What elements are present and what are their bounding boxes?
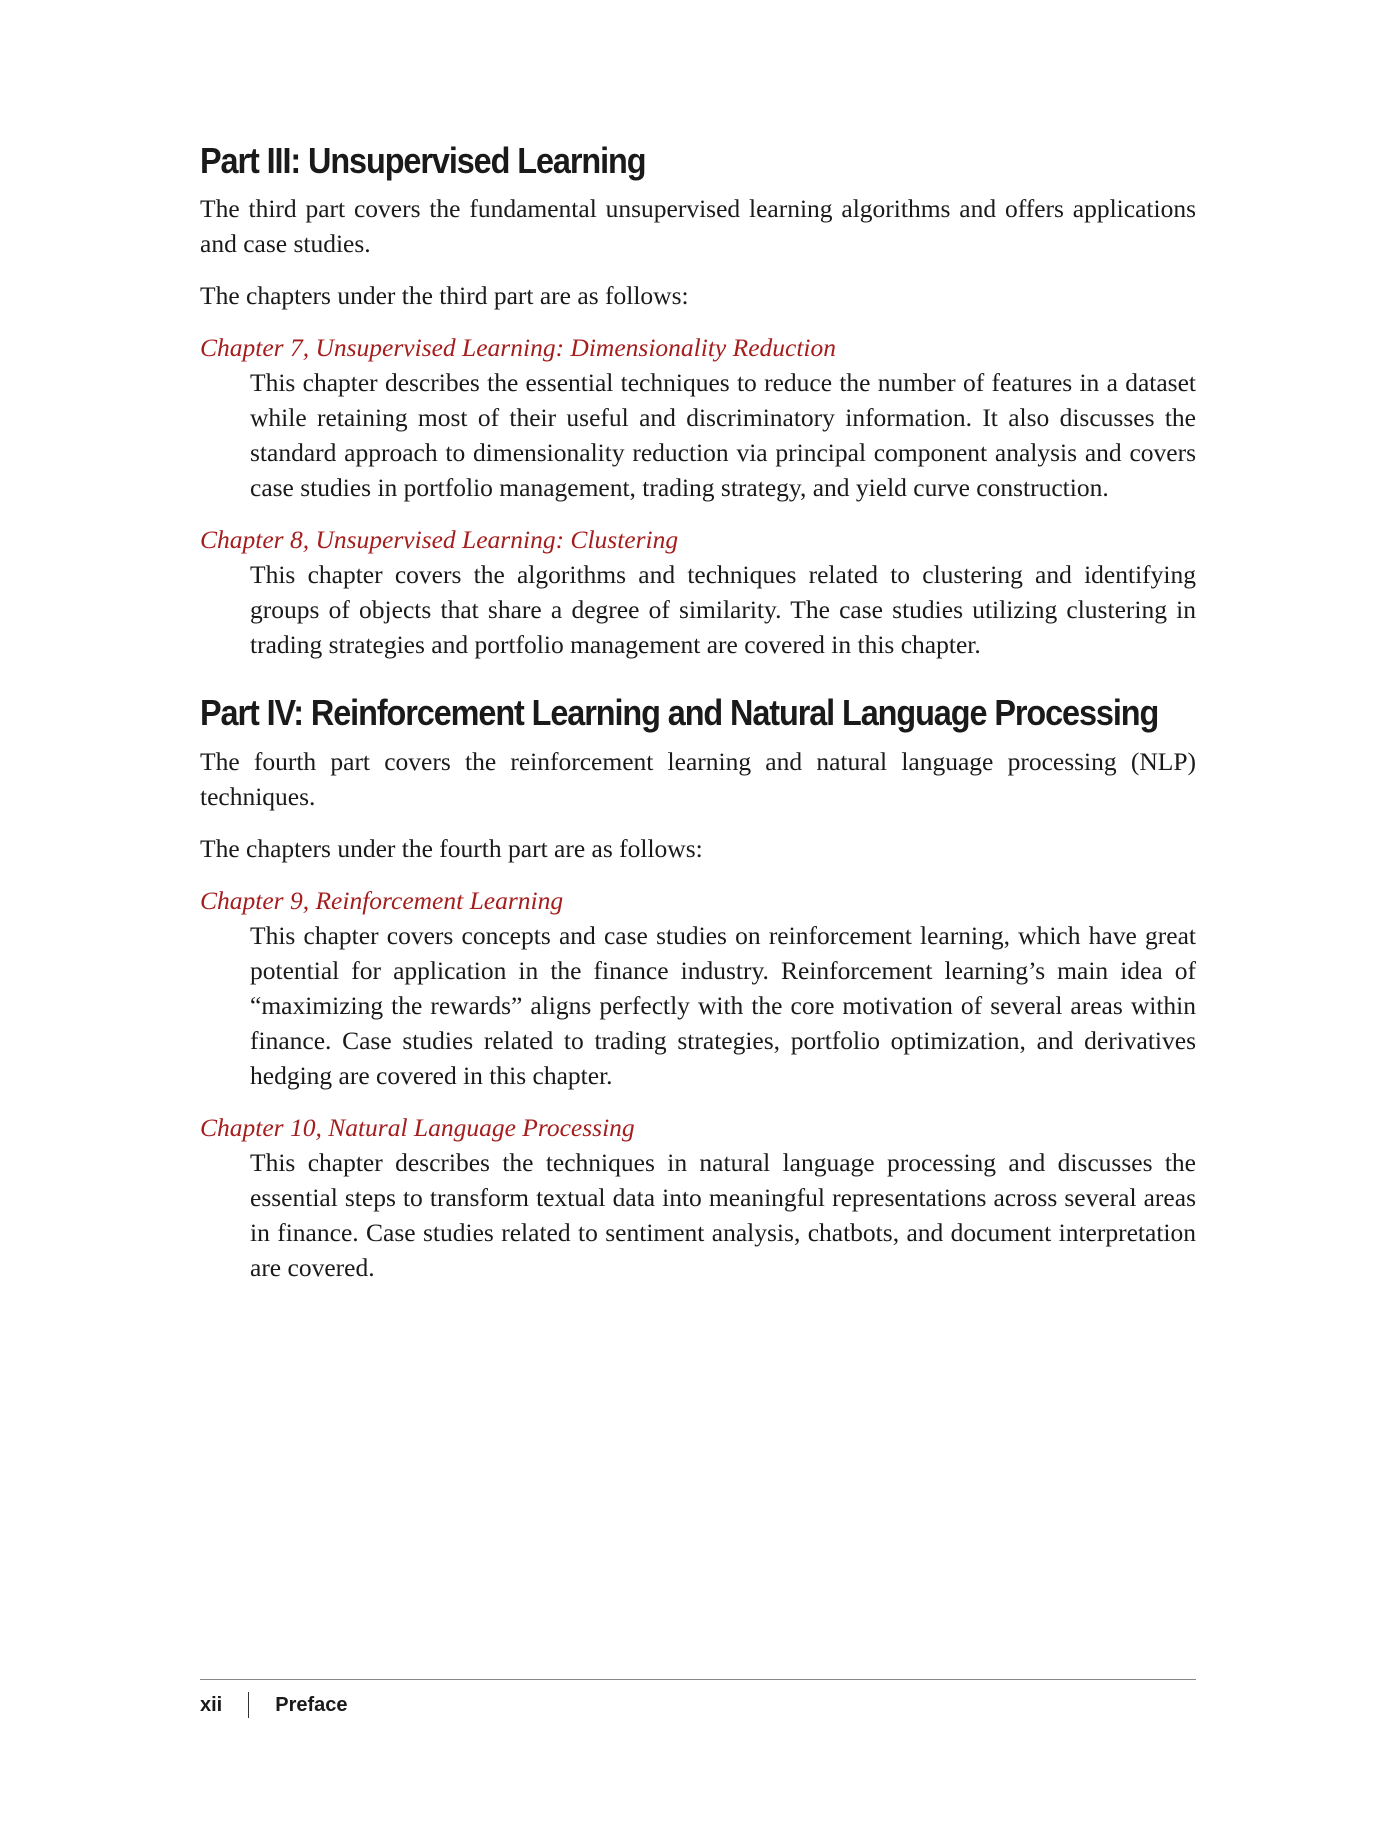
chapter-list-part-iii xyxy=(200,330,1196,662)
chapter-7-link[interactable]: Chapter 7, Unsupervised Learning: Dimensionality Reduction xyxy=(200,333,837,363)
part-iv-heading: Part IV: Reinforcement Learning and Natural Language Processing xyxy=(200,692,1159,734)
page-content xyxy=(200,140,1196,1302)
part-iii-list-intro: The chapters under the third part are as follows: xyxy=(200,281,689,311)
footer-section-title: Preface xyxy=(275,1693,348,1716)
chapter-list-part-iv xyxy=(200,883,1196,1285)
part-iv-section xyxy=(200,692,1196,1284)
part-iv-intro: The fourth part covers the reinforcement learning and natural language processing (NLP) techniques. xyxy=(200,746,1196,811)
page-footer xyxy=(200,1679,1196,1718)
chapter-9-link[interactable]: Chapter 9, Reinforcement Learning xyxy=(200,885,564,915)
part-iii-intro: The third part covers the fundamental unsupervised learning algorithms and offers applications and case studies. xyxy=(200,194,1196,259)
part-iii-heading: Part III: Unsupervised Learning xyxy=(200,140,646,181)
footer-separator xyxy=(248,1692,249,1718)
part-iv-list-intro: The chapters under the fourth part are as follows: xyxy=(200,833,703,863)
chapter-8-link[interactable]: Chapter 8, Unsupervised Learning: Clustering xyxy=(200,525,679,555)
chapter-9-description: This chapter covers concepts and case studies on reinforcement learning, which have great potential for application in the finance industry. Reinforcement learning’s main idea of “maximizing the rewards” aligns perfectly with the core motivation of several areas within finance. Case studies related to trading strategies, portfolio optimization, and derivatives hedging are covered in this chapter. xyxy=(250,920,1196,1090)
part-iii-section xyxy=(200,140,1196,662)
chapter-7-description: This chapter describes the essential techniques to reduce the number of features in a dataset while retaining most of their useful and discriminatory information. It also discusses the standard approach to dimensionality reduction via principal component analysis and covers case studies in portfolio management, trading strategy, and yield curve construction. xyxy=(250,368,1196,503)
chapter-8-description: This chapter covers the algorithms and techniques related to clustering and identifying groups of objects that share a degree of similarity. The case studies utilizing clustering in trading strategies and portfolio management are covered in this chapter. xyxy=(250,560,1196,660)
chapter-10-link[interactable]: Chapter 10, Natural Language Processing xyxy=(200,1112,635,1142)
page-number: xii xyxy=(200,1693,223,1716)
chapter-10-description: This chapter describes the techniques in natural language processing and discusses the essential steps to transform textual data into meaningful representations across several areas in finance. Case studies related to sentiment analysis, chatbots, and document interpretation are covered. xyxy=(250,1147,1196,1282)
